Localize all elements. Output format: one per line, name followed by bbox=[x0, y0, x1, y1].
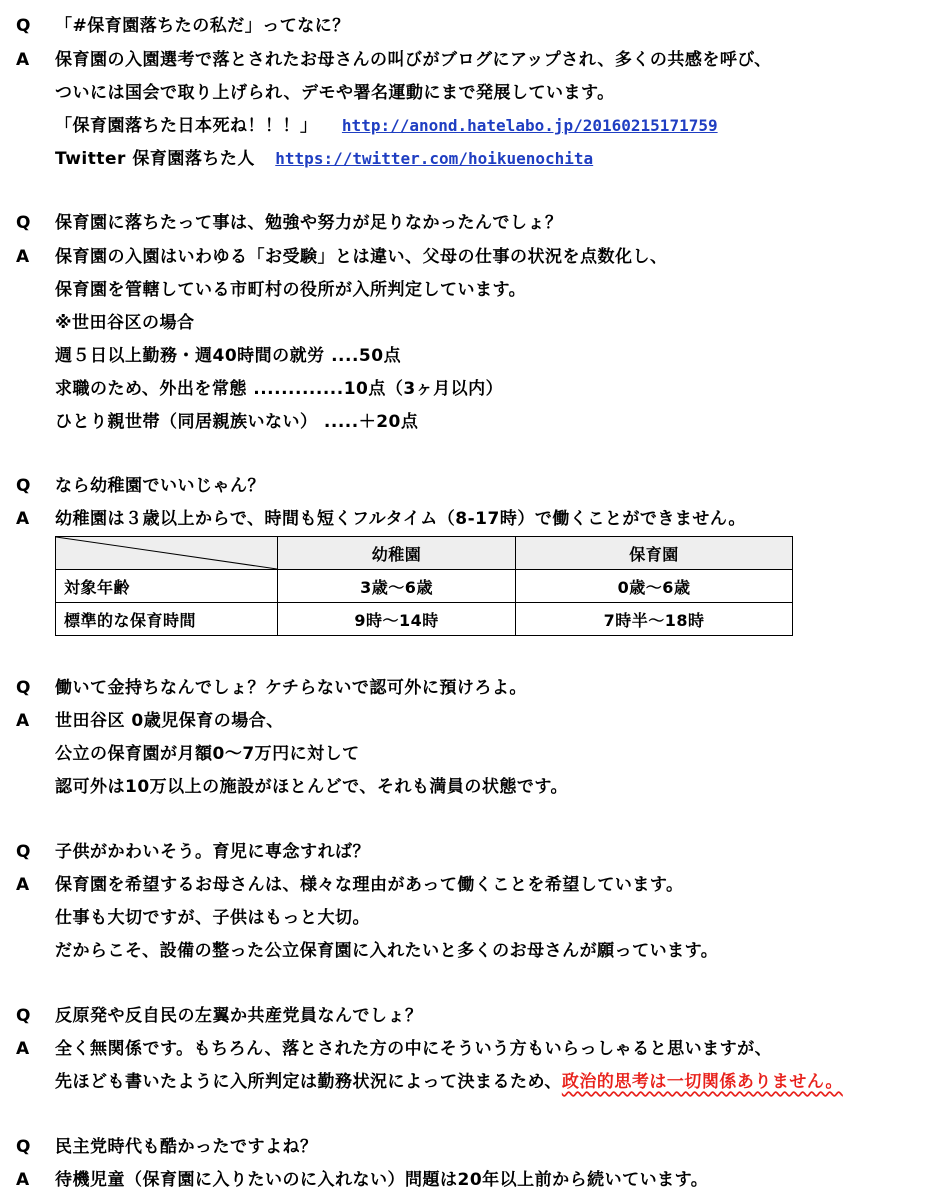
question-text: 働いて金持ちなんでしょ？ケチらないで認可外に預けろよ。 bbox=[55, 678, 527, 698]
question-text: 反原発や反自民の左翼か共産党員なんでしょ？ bbox=[55, 1006, 423, 1026]
table-cell: 3歳～6歳 bbox=[278, 570, 516, 603]
answer-text: 保育園を管轄している市町村の役所が入所判定しています。 bbox=[55, 280, 527, 300]
table-column-header: 幼稚園 bbox=[278, 537, 516, 570]
table-cell: 7時半～18時 bbox=[516, 603, 793, 636]
question-text: 民主党時代も酷かったですよね？ bbox=[55, 1137, 318, 1157]
table-corner bbox=[56, 537, 278, 570]
question-text: 子供がかわいそう。育児に専念すれば？ bbox=[55, 842, 370, 862]
table-column-header: 保育園 bbox=[516, 537, 793, 570]
answer-text: 待機児童（保育園に入りたいのに入れない）問題は20年以上前から続いています。 bbox=[55, 1170, 709, 1190]
table-row bbox=[56, 603, 793, 636]
link-label: Twitter 保育園落ちた人 bbox=[55, 149, 255, 169]
answer-text: 保育園の入園選考で落とされたお母さんの叫びがブログにアップされ、多くの共感を呼び、 bbox=[55, 50, 772, 70]
twitter-link[interactable]: https://twitter.com/hoikuenochita bbox=[275, 149, 594, 168]
answer-text: 世田谷区 0歳児保育の場合、 bbox=[55, 711, 284, 731]
answer-text-with-highlight bbox=[55, 1066, 843, 1098]
anond-link[interactable]: http://anond.hatelabo.jp/20160215171759 bbox=[341, 116, 718, 135]
link-row bbox=[55, 110, 718, 142]
answer-text: だからこそ、設備の整った公立保育園に入れたいと多くのお母さんが願っています。 bbox=[55, 941, 719, 961]
answer-text: 仕事も大切ですが、子供はもっと大切。 bbox=[55, 908, 370, 928]
answer-text: 週５日以上勤務・週40時間の就労 ....50点 bbox=[55, 346, 402, 366]
answer-text: 先ほども書いたように入所判定は勤務状況によって決まるため、 bbox=[55, 1072, 562, 1092]
q-mark: Q bbox=[16, 678, 31, 698]
answer-text: ※世田谷区の場合 bbox=[55, 313, 195, 333]
comparison-table bbox=[55, 536, 793, 636]
answer-text: 幼稚園は３歳以上からで、時間も短くフルタイム（8-17時）で働くことができません。 bbox=[55, 509, 746, 529]
highlighted-text: 政治的思考は一切関係ありません。 bbox=[561, 1072, 843, 1092]
table-row-label: 標準的な保育時間 bbox=[56, 603, 278, 636]
a-mark: A bbox=[16, 247, 30, 267]
answer-text: 求職のため、外出を常態 .............10点（3ヶ月以内） bbox=[55, 379, 504, 399]
q-mark: Q bbox=[16, 16, 31, 36]
link-row bbox=[55, 143, 593, 175]
q-mark: Q bbox=[16, 213, 31, 233]
a-mark: A bbox=[16, 875, 30, 895]
answer-text: 認可外は10万以上の施設がほとんどで、それも満員の状態です。 bbox=[55, 777, 568, 797]
table-row-label: 対象年齢 bbox=[56, 570, 278, 603]
diagonal-line bbox=[56, 537, 277, 569]
table-cell: 9時～14時 bbox=[278, 603, 516, 636]
answer-text: 全く無関係です。もちろん、落とされた方の中にそういう方もいらっしゃると思いますが、 bbox=[55, 1039, 773, 1059]
a-mark: A bbox=[16, 50, 30, 70]
answer-text: 公立の保育園が月額0～7万円に対して bbox=[55, 744, 360, 764]
a-mark: A bbox=[16, 509, 30, 529]
a-mark: A bbox=[16, 711, 30, 731]
q-mark: Q bbox=[16, 476, 31, 496]
q-mark: Q bbox=[16, 1006, 31, 1026]
answer-text: 保育園を希望するお母さんは、様々な理由があって働くことを希望しています。 bbox=[55, 875, 684, 895]
a-mark: A bbox=[16, 1039, 30, 1059]
table-cell: 0歳～6歳 bbox=[516, 570, 793, 603]
link-label: 「保育園落ちた日本死ね！！！」 bbox=[55, 116, 318, 136]
a-mark: A bbox=[16, 1170, 30, 1190]
question-text: 保育園に落ちたって事は、勉強や努力が足りなかったんでしょ？ bbox=[55, 213, 563, 233]
q-mark: Q bbox=[16, 1137, 31, 1157]
table-header-row bbox=[56, 537, 793, 570]
q-mark: Q bbox=[16, 842, 31, 862]
question-text: なら幼稚園でいいじゃん？ bbox=[55, 476, 265, 496]
answer-text: 保育園の入園はいわゆる「お受験」とは違い、父母の仕事の状況を点数化し、 bbox=[55, 247, 668, 267]
answer-text: ついには国会で取り上げられ、デモや署名運動にまで発展しています。 bbox=[55, 83, 615, 103]
question-text: 「#保育園落ちたの私だ」ってなに？ bbox=[55, 16, 350, 36]
table-row bbox=[56, 570, 793, 603]
answer-text: ひとり親世帯（同居親族いない） .....＋20点 bbox=[55, 412, 419, 432]
